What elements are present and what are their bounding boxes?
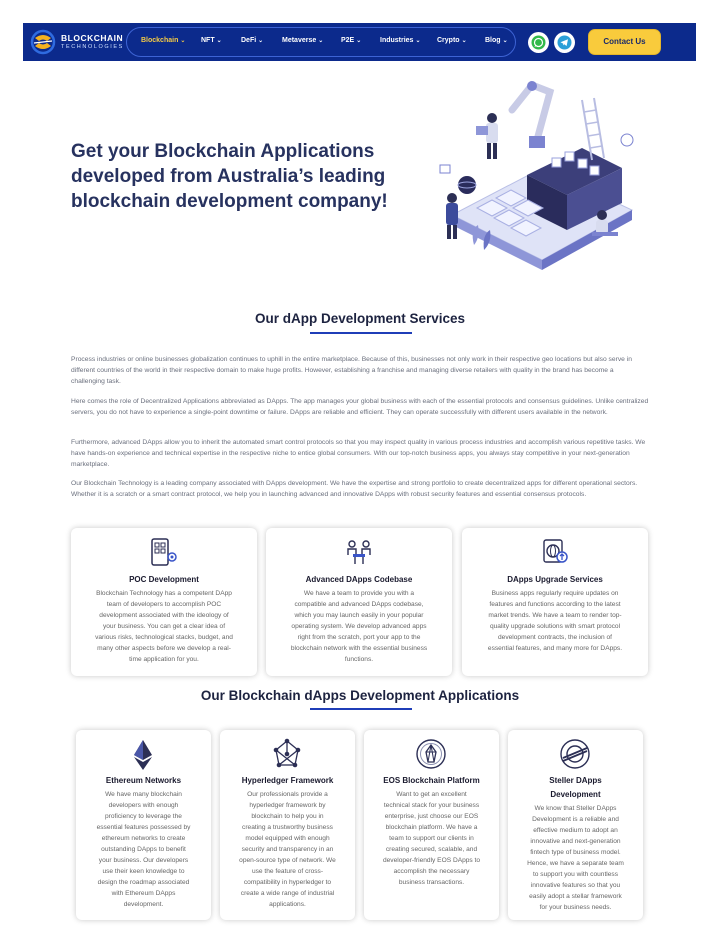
brand-name: BLOCKCHAIN [61, 33, 124, 43]
whatsapp-icon [531, 35, 546, 50]
heading-underline [310, 708, 412, 710]
hyperledger-icon [271, 738, 303, 770]
card-title: POC Development [129, 575, 199, 584]
brand-subtitle: TECHNOLOGIES [61, 44, 124, 50]
card-title: Ethereum Networks [105, 776, 182, 785]
nav-item-p2e[interactable]: P2E ⌄ [341, 37, 362, 44]
nav-item-defi[interactable]: DeFi ⌄ [241, 37, 264, 44]
contact-us-button[interactable]: Contact Us [588, 29, 661, 55]
nav-item-industries[interactable]: Industries ⌄ [380, 37, 421, 44]
telegram-button[interactable] [554, 32, 575, 53]
app-card-eos [364, 730, 499, 920]
top-navbar [23, 23, 696, 61]
service-card-codebase [266, 528, 452, 676]
app-card-hyperledger [220, 730, 355, 920]
intro-paragraph-4: Our Blockchain Technology is a leading company associated with DApps development. We have the expertise and strong portfolio to create decentralized apps for different operational sectors. Whether it is a scratch or a smart contract protocol, we help you in launching advanced and innovative DApps with robust security features and essential consensus protocols. [71, 480, 638, 498]
chevron-down-icon: ⌄ [180, 38, 186, 44]
card-description: We know that Steller DApps Development is a reliable and effective medium to adopt an innovative and next-generation fintech type of business model. Hence, we have a separate team to support you with countless innovative features so that you easily adopt a stellar framework for your business needs. [527, 805, 624, 911]
card-description: Want to get an excellent technical stack for your business enterprise, just choose our EOS blockchain platform. We have a team to support our clients in creating secured, scalable, and developer-friendly EOS DApps to accomplish the necessary business transactions. [382, 791, 481, 886]
stellar-icon [559, 738, 591, 770]
eos-icon [415, 738, 447, 770]
nav-item-blockchain[interactable]: Blockchain ⌄ [141, 37, 186, 44]
card-description: We have many blockchain developers with enough proficiency to leverage the essential features possessed by ethereum networks to create outstanding DApps to benefit your business. Our developers use their keen knowledge to design the roadmap associated with Ethereum DApps development. [96, 791, 191, 908]
service-card-upgrade [462, 528, 648, 676]
chevron-down-icon: ⌄ [318, 38, 324, 44]
chevron-down-icon: ⌄ [415, 38, 421, 44]
card-description: Blockchain Technology has a competent DApp team of developers to accomplish POC development associated with the ideology of your business. You can get a clear idea of various risks, technological stacks, budget, and many other aspects before we develop a real- time application for you. [95, 590, 233, 663]
brand-logo[interactable] [29, 27, 129, 57]
nav-item-crypto[interactable]: Crypto ⌄ [437, 37, 467, 44]
whatsapp-button[interactable] [528, 32, 549, 53]
dapp-services-heading: Our dApp Development Services [254, 311, 466, 326]
ethereum-icon [128, 739, 158, 771]
heading-underline [310, 332, 412, 334]
logo-mark-icon [29, 28, 57, 56]
nav-item-blog[interactable]: Blog ⌄ [485, 37, 508, 44]
blockchain-isometric-illustration [432, 80, 642, 272]
team-meeting-icon [344, 537, 374, 567]
hero-title: Get your Blockchain Applications developed from Australia’s leading blockchain development company! [71, 141, 388, 212]
card-title: DApps Upgrade Services [507, 575, 603, 584]
applications-heading: Our Blockchain dApps Development Applications [200, 688, 520, 703]
app-card-ethereum [76, 730, 211, 920]
chevron-down-icon: ⌄ [356, 38, 362, 44]
nav-item-metaverse[interactable]: Metaverse ⌄ [282, 37, 324, 44]
tablet-gear-icon [149, 537, 179, 567]
chevron-down-icon: ⌄ [216, 38, 222, 44]
chevron-down-icon: ⌄ [502, 38, 508, 44]
app-card-stellar [508, 730, 643, 920]
chevron-down-icon: ⌄ [461, 38, 467, 44]
service-card-poc [71, 528, 257, 676]
card-description: Our professionals provide a hyperledger framework by blockchain to help you in creating a trustworthy business model equipped with enough security and transparency in an open-source type of network. We use the feature of cross- compatibility in hyperledger to create a wide range of industrial applications. [239, 791, 336, 908]
chevron-down-icon: ⌄ [258, 38, 264, 44]
telegram-icon [557, 35, 572, 50]
card-title: EOS Blockchain Platform [383, 776, 480, 785]
nav-item-nft[interactable]: NFT ⌄ [201, 37, 222, 44]
intro-paragraph-2: Here comes the role of Decentralized Applications abbreviated as DApps. The app manages your global business with each of the essential protocols and consensus guidelines. Unlike centralized servers, you do not have to experience a single-point downtime or failure. DApps are reliable and efficient. They can operate successfully with different users available in the network. [71, 398, 649, 416]
globe-upgrade-icon [540, 537, 570, 567]
card-title: Hyperledger Framework [241, 776, 334, 785]
card-description: We have a team to provide you with a compatible and advanced DApps codebase, which you may launch easily in your popular operating system. We develop advanced apps right from the scratch, port your app to the blockchain network with the essential business functions. [290, 590, 428, 663]
card-title: Steller DApps Development [549, 776, 602, 799]
card-description: Business apps regularly require updates on features and functions according to the latest market trends. We have a team to render top- quality upgrade solutions with smart protocol development contracts, the inclusion of essential features, and many more for DApps. [487, 590, 623, 652]
intro-paragraph-1: Process industries or online businesses globalization continues to uphill in the entire marketplace. Because of this, businesses not only work in their respective geo locations but also serve in different countries of the world in their respective domain to make huge profits. However, establishing a franchise and managing diverse retailers with quality in the brand has become a challenging task. [71, 356, 632, 385]
intro-paragraph-3: Furthermore, advanced DApps allow you to inherit the automated smart control protocols so that you may inspect quality in various process industries and accomplish various repetitive tasks. We have hands-on experience and technical expertise in the respective niche to entice global consumers. With our top-notch business apps, you always stay competitive in your next-generation marketplace. [71, 439, 646, 468]
card-title: Advanced DApps Codebase [305, 575, 413, 584]
